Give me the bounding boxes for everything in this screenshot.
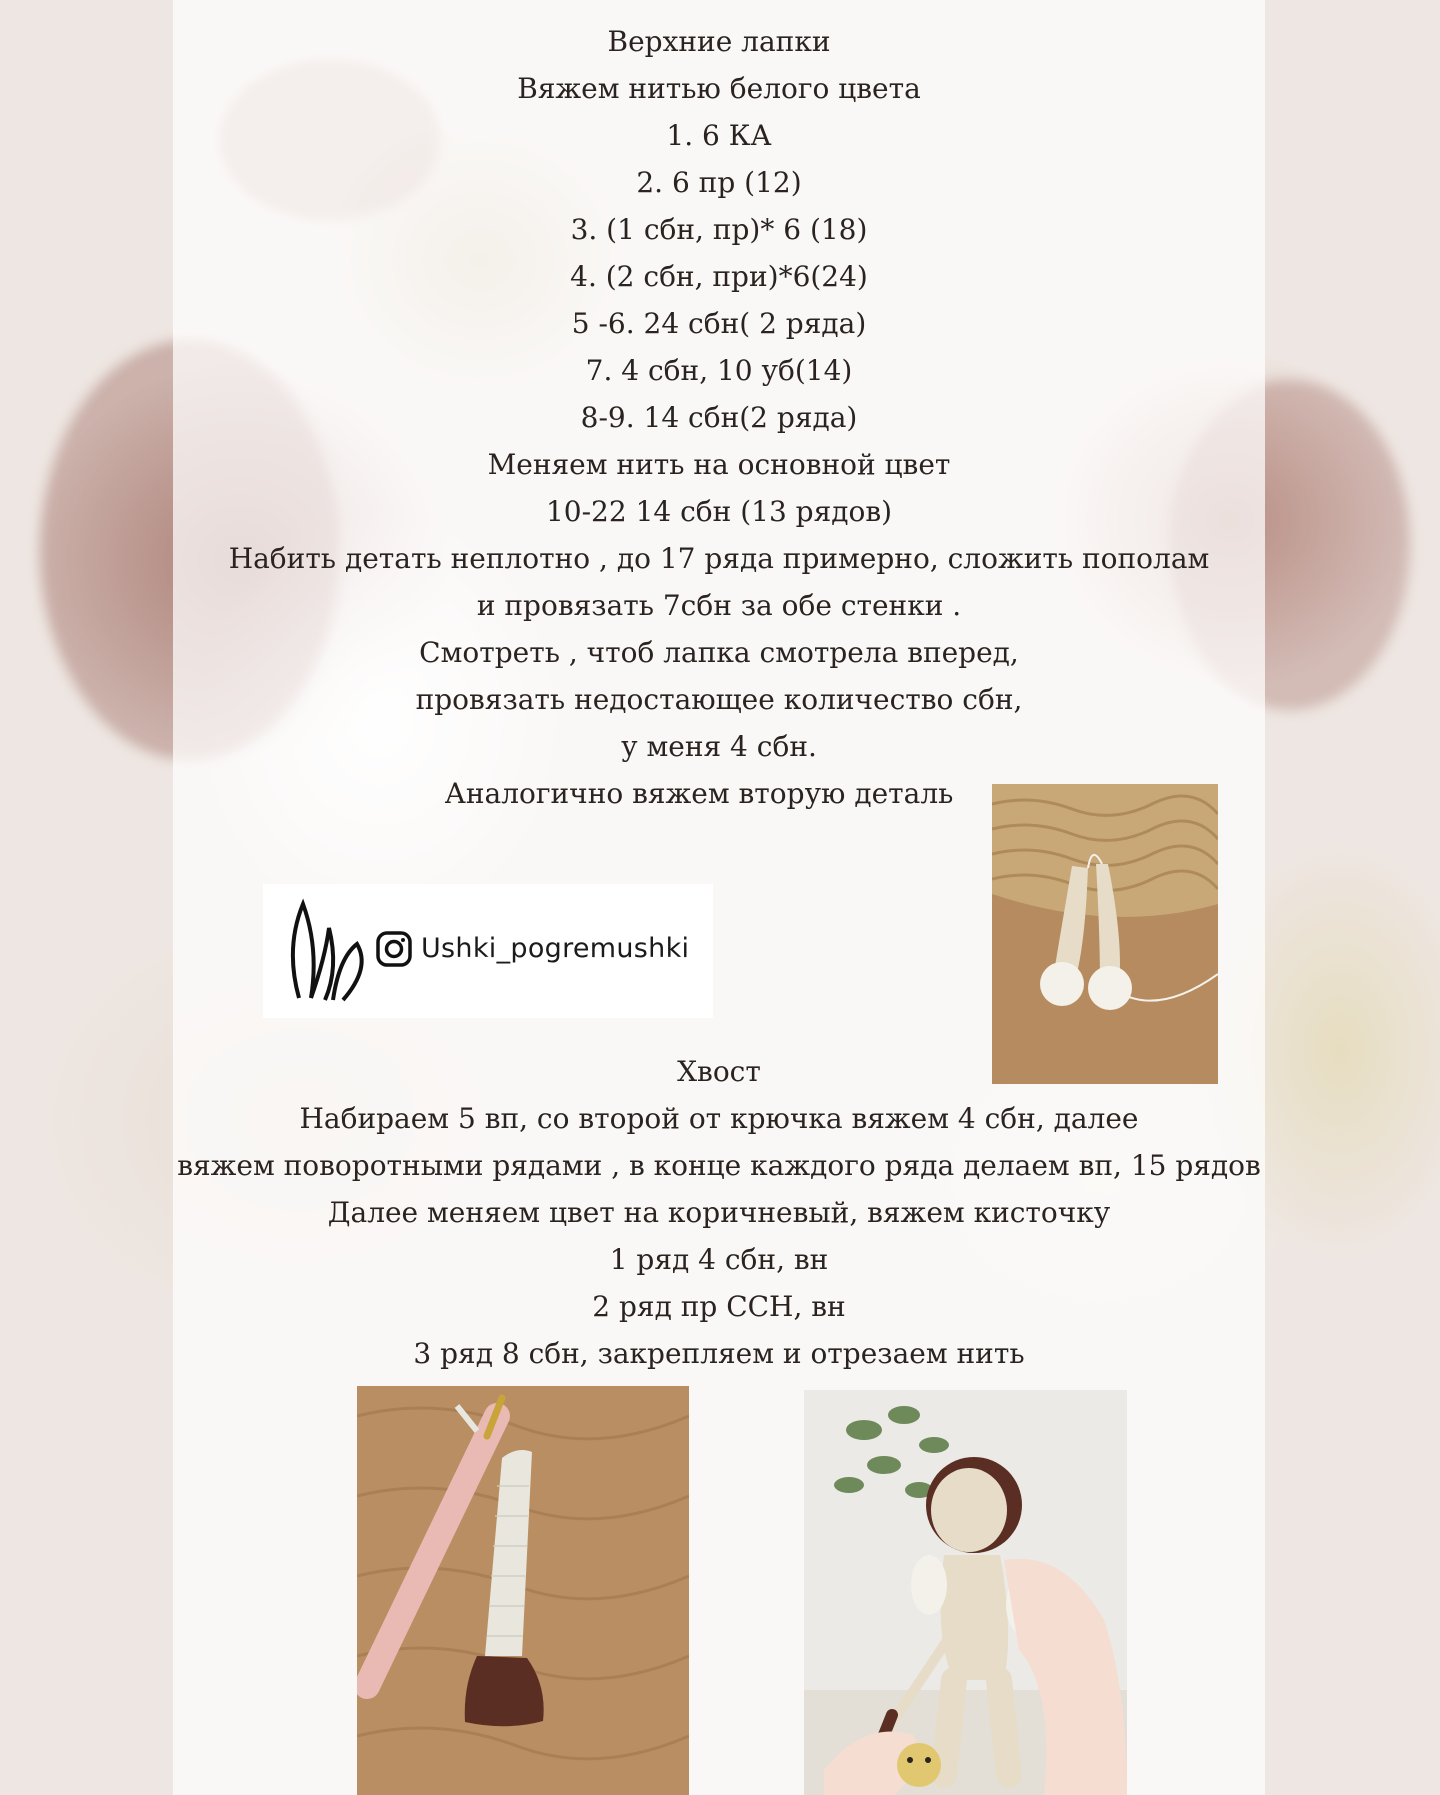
instruction-line: 4. (2 сбн, при)*6(24) <box>570 260 868 293</box>
bunny-ears-icon <box>285 898 385 1002</box>
tail-photo <box>357 1386 689 1795</box>
instruction-line: 7. 4 сбн, 10 уб(14) <box>585 354 853 387</box>
instruction-line: и провязать 7сбн за обе стенки . <box>476 589 962 622</box>
instruction-line: Меняем нить на основной цвет <box>487 448 951 481</box>
instruction-line: 1. 6 КА <box>666 119 772 152</box>
instruction-line: 8-9. 14 сбн(2 ряда) <box>580 401 858 434</box>
upper-paws-section <box>173 18 1265 817</box>
instruction-line: Набираем 5 вп, со второй от крючка вяжем 4 сбн, далее <box>299 1102 1139 1135</box>
tail-title: Хвост <box>677 1055 761 1088</box>
instruction-line: 10-22 14 сбн (13 рядов) <box>545 495 893 528</box>
instruction-line: 3. (1 сбн, пр)* 6 (18) <box>570 213 868 246</box>
instruction-line: Смотреть , чтоб лапка смотрела вперед, <box>419 636 1019 669</box>
instagram-handle: Ushki_pogremushki <box>421 933 690 964</box>
brand-logo <box>263 884 713 1018</box>
instruction-line: Далее меняем цвет на коричневый, вяжем кисточку <box>327 1196 1111 1229</box>
instruction-line: вяжем поворотными рядами , в конце каждого ряда делаем вп, 15 рядов <box>177 1149 1261 1182</box>
upper-paws-title: Верхние лапки <box>607 25 831 58</box>
instruction-line: у меня 4 сбн. <box>621 730 817 763</box>
tail-photo-svg <box>357 1386 689 1795</box>
instruction-line: Аналогично вяжем вторую деталь <box>444 777 954 810</box>
doll-photo <box>804 1390 1127 1795</box>
instruction-line: 1 ряд 4 сбн, вн <box>609 1243 829 1276</box>
instruction-line: провязать недостающее количество сбн, <box>415 683 1023 716</box>
paws-photo <box>992 784 1218 1084</box>
tail-section <box>173 1048 1265 1377</box>
instruction-line: 3 ряд 8 сбн, закрепляем и отрезаем нить <box>413 1337 1025 1370</box>
doll-photo-svg <box>804 1390 1127 1795</box>
instagram-icon <box>375 930 413 968</box>
instruction-line: Набить детать неплотно , до 17 ряда примерно, сложить пополам <box>228 542 1210 575</box>
instruction-line: 2 ряд пр ССН, вн <box>592 1290 846 1323</box>
instruction-line: Вяжем нитью белого цвета <box>517 72 921 105</box>
instruction-line: 2. 6 пр (12) <box>636 166 802 199</box>
paws-photo-svg <box>992 784 1218 1084</box>
instruction-line: 5 -6. 24 сбн( 2 ряда) <box>571 307 867 340</box>
